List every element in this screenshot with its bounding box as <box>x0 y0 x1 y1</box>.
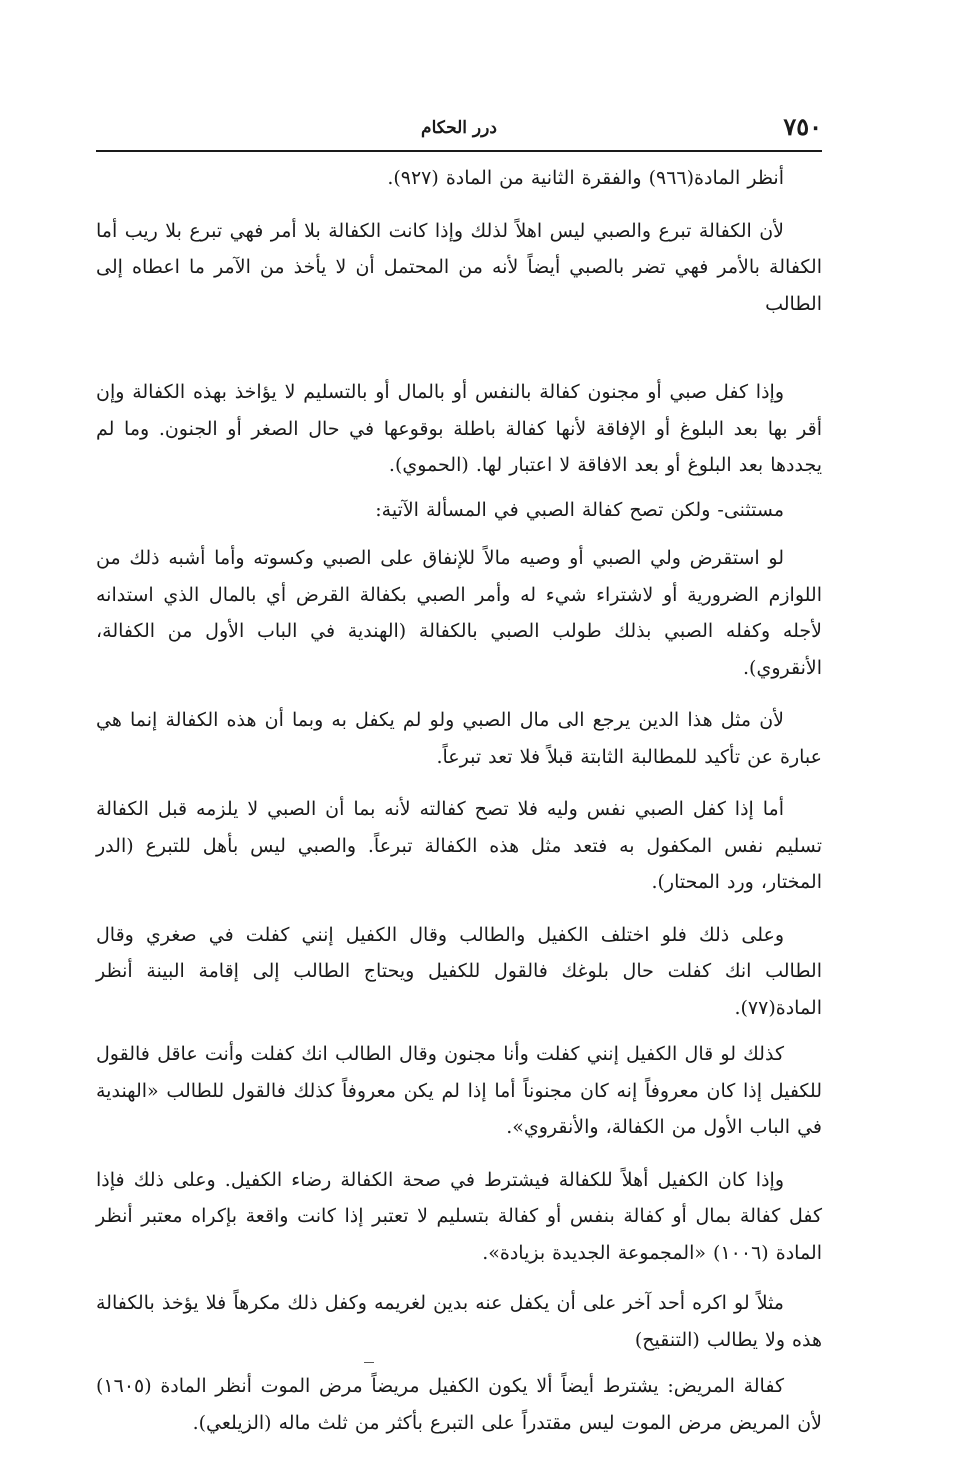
paragraph: أما إذا كفل الصبي نفس وليه فلا تصح كفالته لأنه بما أن الصبي لا يلزمه قبل الكفالة تسليم نفس المكفول به فتعد مثل هذه الكفالة تبرعاً. والصبي ليس بأهل للتبرع (الدر المختار، ورد المحتار). <box>96 798 822 893</box>
paragraph: وإذا كان الكفيل أهلاً للكفالة فيشترط في صحة الكفالة رضاء الكفيل. وعلى ذلك فإذا كفل كفالة بمال أو كفالة بنفس أو كفالة بتسليم لا تعتبر إذا كانت واقعة بإكراه معتبر أنظر المادة (١٠٠٦) «المجموعة الجديدة بزيادة». <box>96 1168 822 1264</box>
page-body <box>96 160 822 1441</box>
header-rule <box>96 150 822 152</box>
paragraph: لأن الكفالة تبرع والصبي ليس اهلاً لذلك وإذا كانت الكفالة بلا أمر فهي تبرع بلا ريب أما الكفالة بالأمر فهي تضر بالصبي أيضاً لأنه من المحتمل أن لا يأخذ من الآمر ما اعطاه إلى الطالب <box>96 219 822 315</box>
paragraph: لأن مثل هذا الدين يرجع الى مال الصبي ولو لم يكفل به وبما أن هذه الكفالة إنما هي عبارة عن تأكيد للمطالبة الثابتة قبلاً فلا تعد تبرعاً. <box>96 709 822 768</box>
paragraph: مستثنى- ولكن تصح كفالة الصبي في المسألة الآتية: <box>375 498 784 521</box>
paragraph: كذلك لو قال الكفيل إنني كفلت وأنا مجنون وقال الطالب انك كفلت وأنت عاقل فالقول للكفيل إذا كان معروفاً إنه كان مجنوناً أما إذا لم يكن معروفاً كذلك فالقول للطالب «الهندية في الباب الأول من الكفالة، والأنقروي». <box>96 1043 822 1138</box>
paragraph: لو استقرض ولي الصبي أو وصيه مالاً للإنفاق على الصبي وكسوته وأما أشبه ذلك من اللوازم الضرورية أو لاشتراء شيء له وأمر الصبي بكفالة القرض أي بالمال الذي استدانه لأجله وكفله الصبي بذلك طولب الصبي بالكفالة (الهندية في الباب الأول من الكفالة، الأنقروي). <box>96 547 822 679</box>
paragraph: وإذا كفل صبي أو مجنون كفالة بالنفس أو بالمال أو بالتسليم لا يؤاخذ بهذه الكفالة وإن أقر بها بعد البلوغ أو الإفاقة لأنها كفالة باطلة بوقوعها في حال الصغر أو الجنون. وما لم يجددها بعد البلوغ أو بعد الافاقة لا اعتبار لها. (الحموي). <box>96 381 822 476</box>
paragraph: وعلى ذلك فلو اختلف الكفيل والطالب وقال الكفيل إنني كفلت في صغري وقال الطالب انك كفلت حال بلوغك فالقول للكفيل ويحتاج الطالب إلى إقامة البينة أنظر المادة(٧٧). <box>96 923 822 1019</box>
paragraph: أنظر المادة(٩٦٦) والفقرة الثانية من المادة (٩٢٧). <box>387 167 784 189</box>
running-title: درر الحكام <box>421 118 497 138</box>
page-number: ٧٥٠ <box>783 112 822 141</box>
paragraph: كفالة المريض: يشترط أيضاً ألا يكون الكفيل مريضاً مرض الموت أنظر المادة (١٦٠٥) لأن المريض مرض الموت ليس مقتدراً على التبرع بأكثر من ثلث ماله (الزيلعي). <box>96 1375 822 1434</box>
footer-mark <box>364 1362 374 1363</box>
paragraph: مثلاً لو اكره أحد آخر على أن يكفل عنه بدين لغريمه وكفل ذلك مكرهاً فلا يؤخذ بالكفالة هذه ولا يطالب (التنقيح) <box>96 1292 822 1351</box>
page-header <box>96 112 822 148</box>
